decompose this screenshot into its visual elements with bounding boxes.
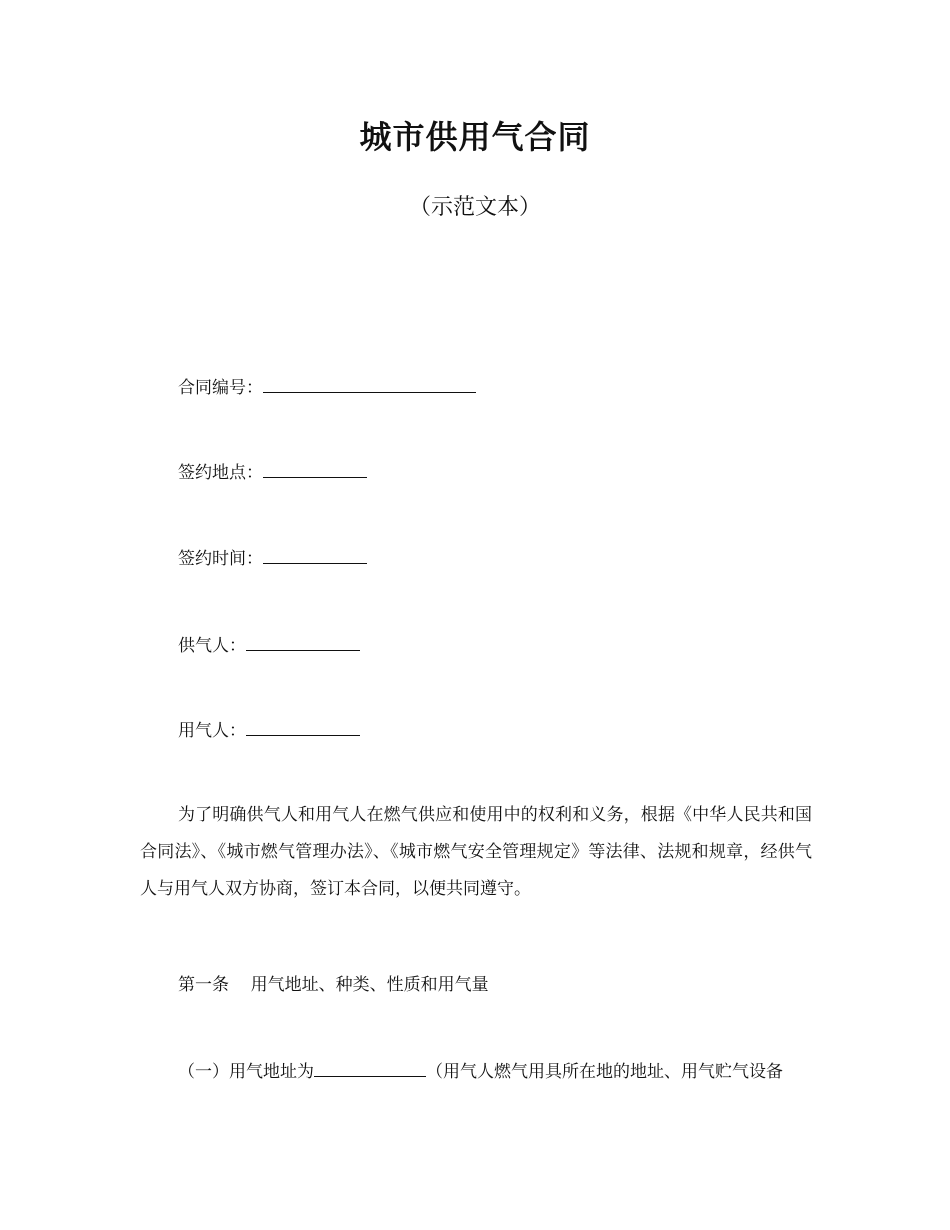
sign-time-label: 签约时间： <box>178 549 263 569</box>
gas-address-blank[interactable] <box>314 1058 426 1077</box>
supplier-blank[interactable] <box>246 632 360 651</box>
user-blank[interactable] <box>246 717 360 736</box>
clause-1-1-suffix: （用气人燃气用具所在地的地址、用气贮气设备 <box>426 1062 783 1082</box>
contract-number-blank[interactable] <box>263 374 476 393</box>
contract-number-field <box>178 374 476 400</box>
supplier-field <box>178 632 360 658</box>
article-1-title: 用气地址、种类、性质和用气量 <box>250 975 489 995</box>
sign-place-field <box>178 459 367 485</box>
supplier-label: 供气人： <box>178 636 246 656</box>
preamble-paragraph: 为了明确供气人和用气人在燃气供应和使用中的权利和义务，根据《中华人民共和国合同法》、《城市燃气管理办法》、《城市燃气安全管理规定》等法律、法规和规章，经供气人与用气人双方协商，签订本合同，以便共同遵守。 <box>140 805 812 899</box>
sign-time-blank[interactable] <box>263 545 367 564</box>
clause-1-1 <box>178 1058 783 1084</box>
article-1-number: 第一条 <box>178 975 229 995</box>
clause-1-1-prefix: （一）用气地址为 <box>178 1062 314 1082</box>
user-label: 用气人： <box>178 721 246 741</box>
sign-place-blank[interactable] <box>263 459 367 478</box>
contract-number-label: 合同编号： <box>178 378 263 398</box>
sign-time-field <box>178 545 367 571</box>
document-title: 城市供用气合同 <box>359 118 591 156</box>
user-field <box>178 717 360 743</box>
article-1-heading <box>178 973 489 997</box>
sign-place-label: 签约地点： <box>178 463 263 483</box>
document-subtitle: （示范文本） <box>408 195 541 220</box>
